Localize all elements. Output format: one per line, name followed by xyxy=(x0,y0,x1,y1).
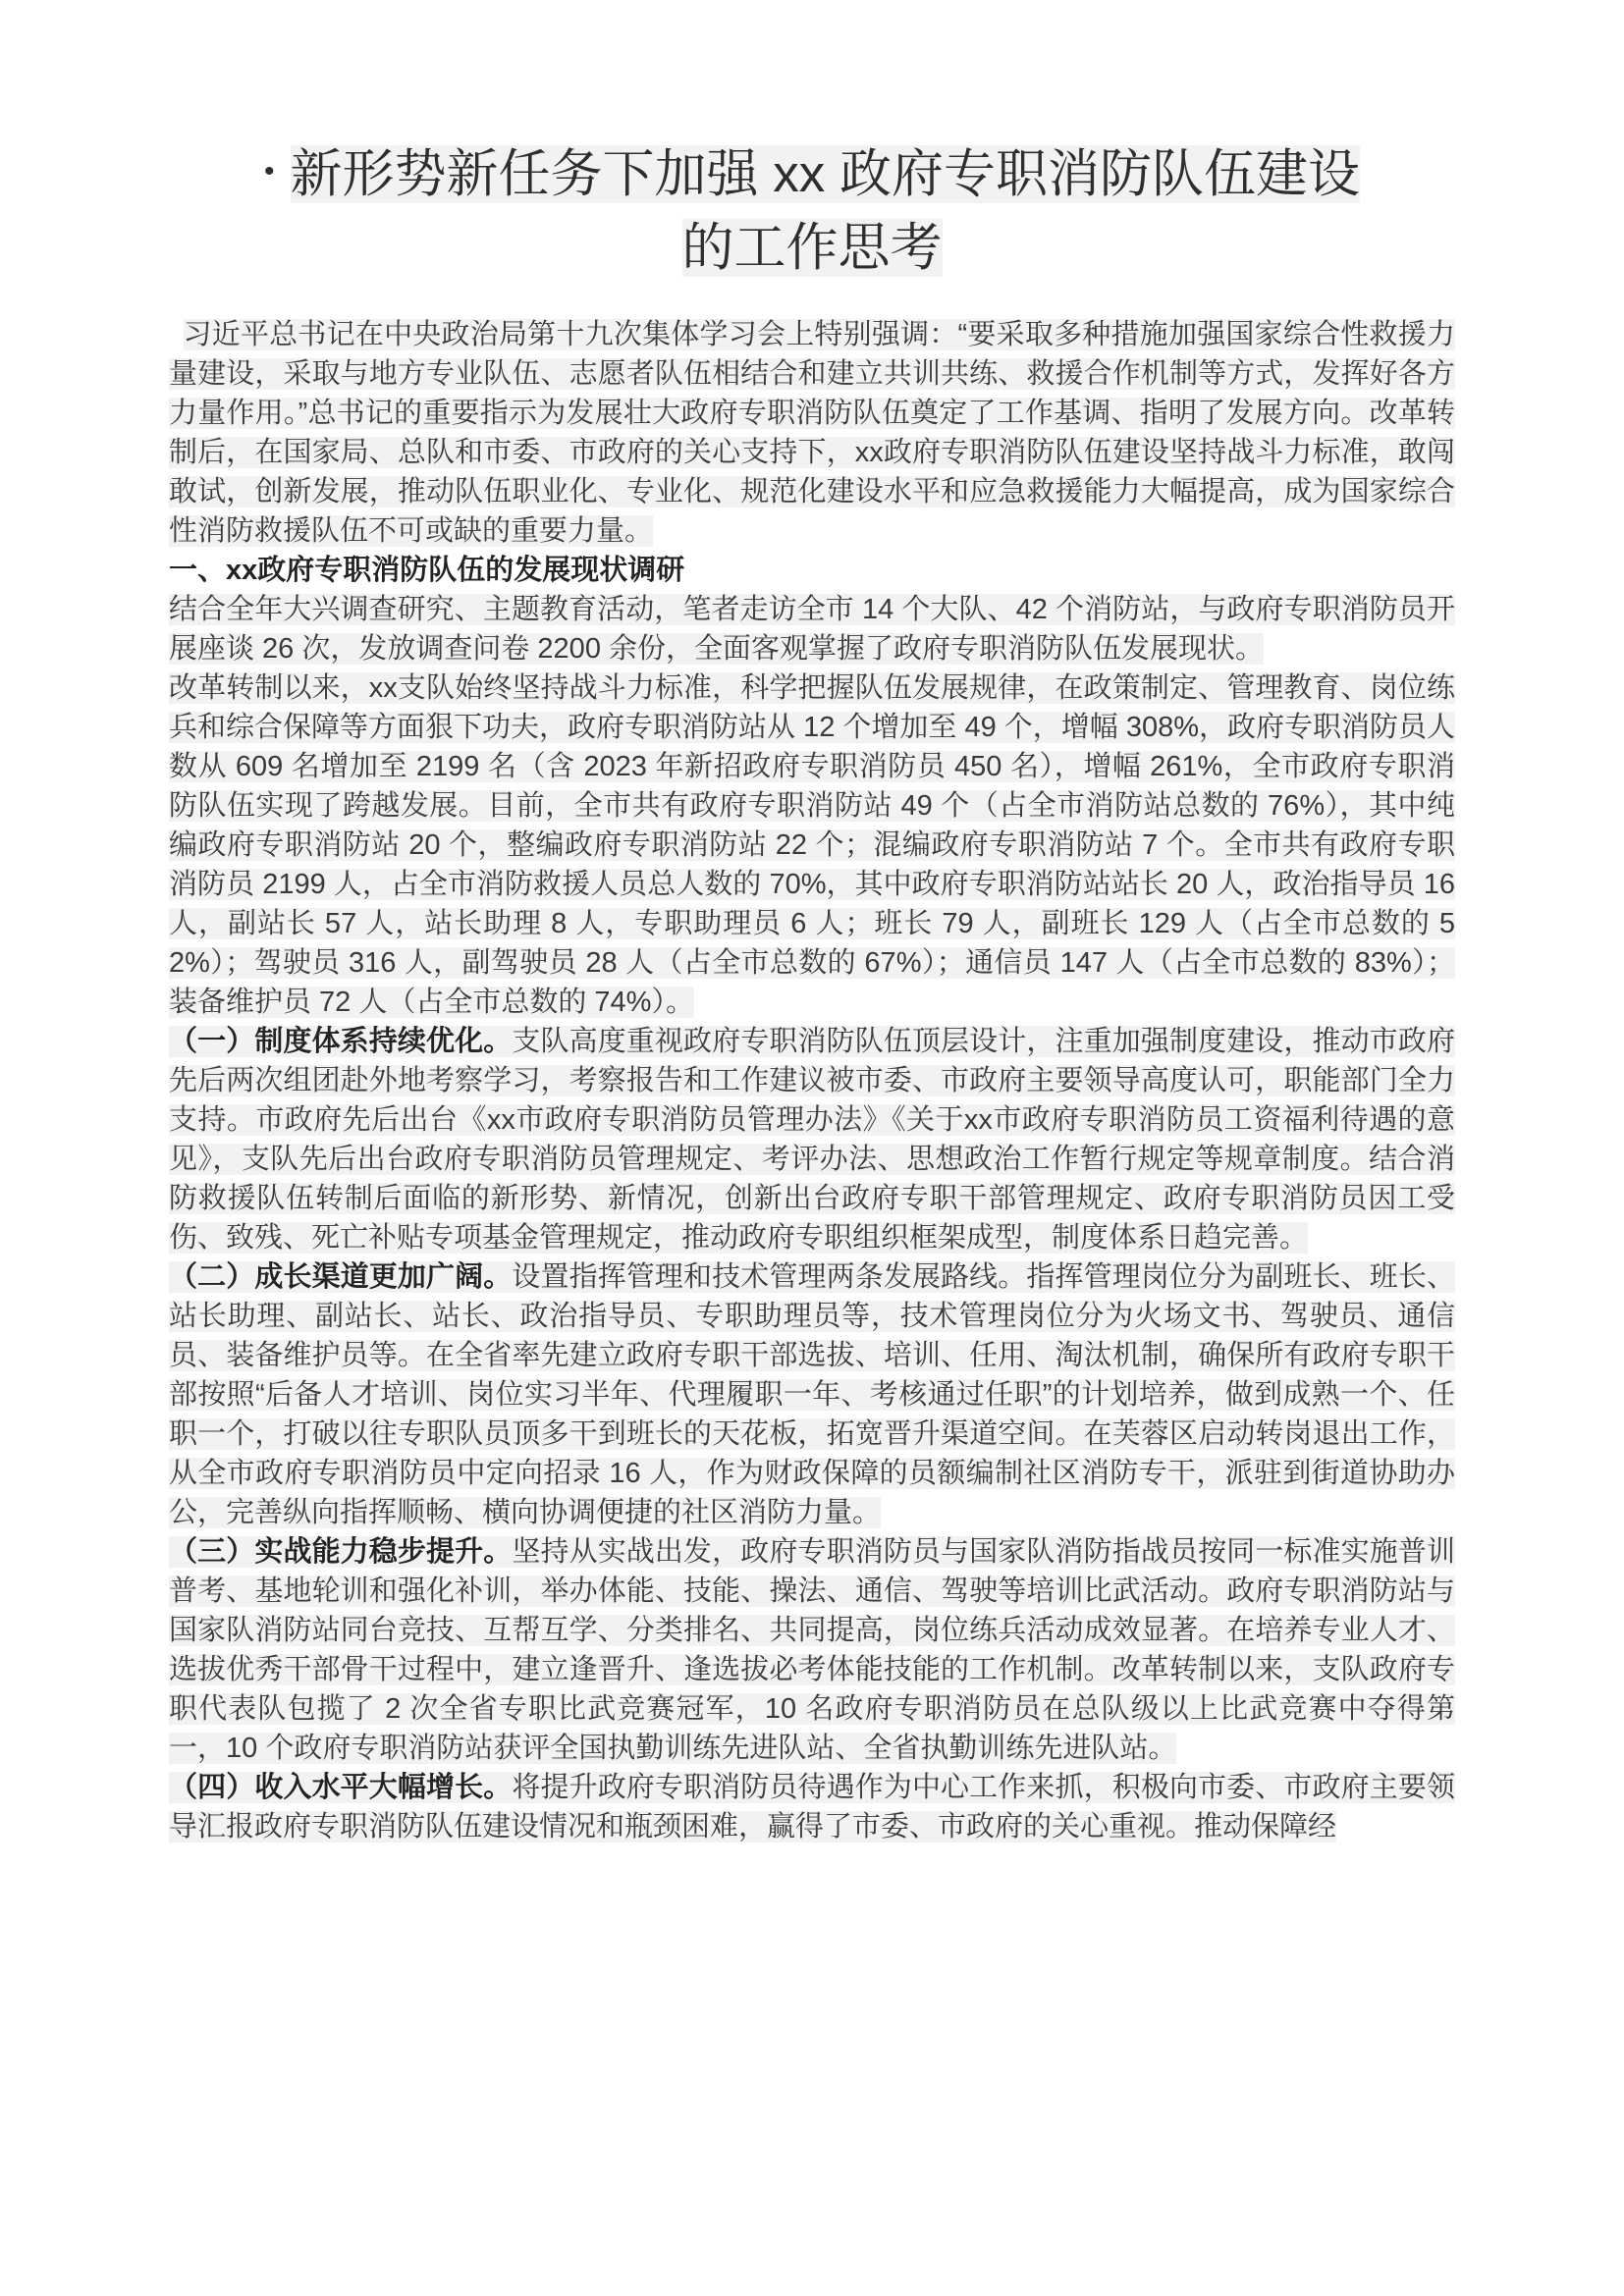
paragraph-subsection-1 xyxy=(169,1022,1455,1257)
subsection-3-lead: （三）实战能力稳步提升。 xyxy=(169,1535,513,1568)
paragraph-survey xyxy=(169,590,1455,668)
subsection-1-text: 支队高度重视政府专职消防队伍顶层设计，注重加强制度建设，推动市政府先后两次组团赴外地考察学习，考察报告和工作建议被市委、市政府主要领导高度认可，职能部门全力支持。市政府先后出台《xx市政府专职消防员管理办法》《关于xx市政府专职消防员工资福利待遇的意见》，支队先后出台政府专职消防员管理规定、考评办法、思想政治工作暂行规定等规章制度。结合消防救援队伍转制后面临的新形势、新情况，创新出台政府专职干部管理规定、政府专职消防员因工受伤、致残、死亡补贴专项基金管理规定，推动政府专职组织框架成型，制度体系日趋完善。 xyxy=(169,1025,1455,1254)
document-title xyxy=(243,137,1381,286)
paragraph-intro-text: 习近平总书记在中央政治局第十九次集体学习会上特别强调：“要采取多种措施加强国家综合性救援力量建设，采取与地方专业队伍、志愿者队伍相结合和建立共训共练、救援合作机制等方式，发挥好各方力量作用。”总书记的重要指示为发展壮大政府专职消防队伍奠定了工作基调、指明了发展方向。改革转制后，在国家局、总队和市委、市政府的关心支持下，xx政府专职消防队伍建设坚持战斗力标准，敢闯敢试，创新发展，推动队伍职业化、专业化、规范化建设水平和应急救援能力大幅提高，成为国家综合性消防救援队伍不可或缺的重要力量。 xyxy=(169,318,1455,547)
subsection-3-text: 坚持从实战出发，政府专职消防员与国家队消防指战员按同一标准实施普训普考、基地轮训和强化补训，举办体能、技能、操法、通信、驾驶等培训比武活动。政府专职消防站与国家队消防站同台竞技、互帮互学、分类排名、共同提高，岗位练兵活动成效显著。在培养专业人才、选拔优秀干部骨干过程中，建立逢晋升、逢选拔必考体能技能的工作机制。改革转制以来，支队政府专职代表队包揽了 2 次全省专职比武竞赛冠军，10 名政府专职消防员在总队级以上比武竞赛中夺得第一，10 个政府专职消防站获评全国执勤训练先进队站、全省执勤训练先进队站。 xyxy=(169,1535,1455,1764)
document-title-text: 新形势新任务下加强 xx 政府专职消防队伍建设的工作思考 xyxy=(290,145,1360,278)
subsection-1-lead: （一）制度体系持续优化。 xyxy=(169,1025,513,1057)
subsection-4-text: 将提升政府专职消防员待遇作为中心工作来抓，积极向市委、市政府主要领导汇报政府专职消防队伍建设情况和瓶颈困难，赢得了市委、市政府的关心重视。推动保障经 xyxy=(169,1771,1455,1842)
paragraph-subsection-3 xyxy=(169,1532,1455,1768)
paragraph-intro xyxy=(169,315,1455,551)
list-bullet-icon: • xyxy=(264,154,275,187)
paragraph-statistics xyxy=(169,668,1455,1022)
subsection-2-text: 设置指挥管理和技术管理两条发展路线。指挥管理岗位分为副班长、班长、站长助理、副站长、站长、政治指导员、专职助理员等，技术管理岗位分为火场文书、驾驶员、通信员、装备维护员等。在全省率先建立政府专职干部选拔、培训、任用、淘汰机制，确保所有政府专职干部按照“后备人才培训、岗位实习半年、代理履职一年、考核通过任职”的计划培养，做到成熟一个、任职一个，打破以往专职队员顶多干到班长的天花板，拓宽晋升渠道空间。在芙蓉区启动转岗退出工作，从全市政府专职消防员中定向招录 16 人，作为财政保障的员额编制社区消防专干，派驻到街道协助办公，完善纵向指挥顺畅、横向协调便捷的社区消防力量。 xyxy=(169,1260,1455,1528)
subsection-2-lead: （二）成长渠道更加广阔。 xyxy=(169,1260,513,1293)
paragraph-survey-text: 结合全年大兴调查研究、主题教育活动，笔者走访全市 14 个大队、42 个消防站，与政府专职消防员开展座谈 26 次，发放调查问卷 2200 余份，全面客观掌握了政府专职消防队伍发展现状。 xyxy=(169,593,1455,665)
paragraph-subsection-2 xyxy=(169,1257,1455,1532)
section-heading-1: 一、xx政府专职消防队伍的发展现状调研 xyxy=(169,554,685,586)
paragraph-subsection-4 xyxy=(169,1768,1455,1846)
subsection-4-lead: （四）收入水平大幅增长。 xyxy=(169,1771,513,1803)
paragraph-statistics-text: 改革转制以来，xx支队始终坚持战斗力标准，科学把握队伍发展规律，在政策制定、管理教育、岗位练兵和综合保障等方面狠下功夫，政府专职消防站从 12 个增加至 49 个，增幅 308%，政府专职消防员人数从 609 名增加至 2199 名（含 2023 年新招政府专职消防员 450 名），增幅 261%，全市政府专职消防队伍实现了跨越发展。目前，全市共有政府专职消防站 49 个（占全市消防站总数的 76%），其中纯编政府专职消防站 20 个，整编政府专职消防站 22 个；混编政府专职消防站 7 个。全市共有政府专职消防员 2199 人，占全市消防救援人员总人数的 70%，其中政府专职消防站站长 20 人，政治指导员 16 人，副站长 57 人，站长助理 8 人，专职助理员 6 人；班长 79 人，副班长 129 人（占全市总数的 52%）；驾驶员 316 人，副驾驶员 28 人（占全市总数的 67%）；通信员 147 人（占全市总数的 83%）；装备维护员 72 人（占全市总数的 74%）。 xyxy=(169,671,1455,1018)
